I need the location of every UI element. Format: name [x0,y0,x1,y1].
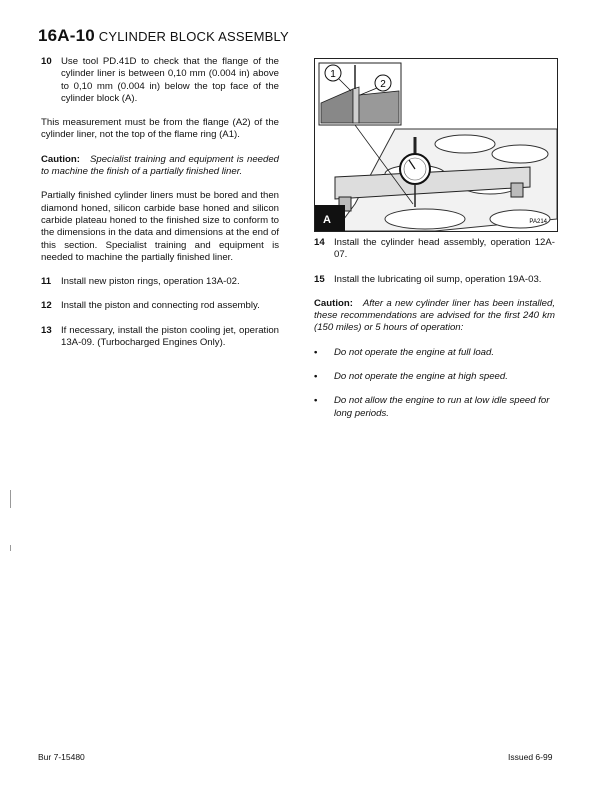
dial-gauge-illustration [315,59,557,231]
section-code: 16A-10 [38,26,95,45]
caution-text: After a new cylinder liner has been installed, these recommendations are advised for the first 240 km (150 miles) or 5 hours of operation: [314,297,556,334]
footer-document-number: Bur 7-15480 [38,752,85,762]
left-column [41,56,279,349]
bullet-item [314,371,555,383]
bullet-dot: • [314,371,318,383]
step-12 [41,300,279,312]
bullet-text: Do not allow the engine to run at low idle speed for long periods. [334,395,550,419]
liner-height-figure [314,58,558,232]
measurement-note: This measurement must be from the flange (A2) of the cylinder liner, not the top of the flame ring (A1). [41,117,279,141]
step-10 [41,56,279,105]
step-number: 12 [41,300,52,312]
step-text: If necessary, install the piston cooling jet, operation 13A-09. (Turbocharged Engines Only). [61,324,279,349]
step-15 [314,274,555,286]
section-title: CYLINDER BLOCK ASSEMBLY [98,29,289,44]
bullet-dot: • [314,346,318,358]
step-text: Use tool PD.41D to check that the flange of the cylinder liner is between 0,10 mm (0.004 in) above to 0,10 mm (0.004 in) below the top face of the cylinder block (A). [61,56,279,104]
caution-label: Caution: [314,297,353,309]
figure-ref: PA214 [529,219,547,225]
caution-note [314,298,555,335]
step-number: 15 [314,273,325,285]
callout-1: 1 [330,69,336,80]
step-14 [314,237,555,262]
bullet-text: Do not operate the engine at full load. [334,346,495,358]
margin-mark [10,545,11,551]
footer-issue-date: Issued 6-99 [508,752,553,762]
step-text: Install the lubricating oil sump, operation 19A-03. [334,273,542,285]
step-number: 13 [41,324,52,336]
step-text: Install the cylinder head assembly, operation 12A-07. [334,237,555,261]
bullet-item [314,347,555,359]
callout-2: 2 [380,79,386,90]
bullet-text: Do not operate the engine at high speed. [334,371,508,383]
bullet-item [314,395,555,420]
step-text: Install the piston and connecting rod assembly. [61,300,260,312]
page-title [38,26,289,46]
caution-note [41,154,279,179]
caution-text: Specialist training and equipment is needed to machine the finish of a partially finished liner. [41,153,279,178]
step-text: Install new piston rings, operation 13A-02. [61,276,240,288]
figure-label-a: A [323,214,331,226]
step-number: 11 [41,276,52,288]
finish-paragraph: Partially finished cylinder liners must be bored and then diamond honed, silicon carbide base honed and silicon carbide plateau honed to the finished size to conform to the dimensions in the data and dimensions at the end of this section. Specialist training and equipment is needed to machine the partially finished liner. [41,190,279,263]
right-column [314,237,555,420]
margin-mark [10,490,11,508]
step-number: 10 [41,56,52,67]
bullet-dot: • [314,395,318,407]
caution-label: Caution: [41,153,80,165]
step-11 [41,276,279,288]
step-13 [41,325,279,350]
step-number: 14 [314,237,325,248]
